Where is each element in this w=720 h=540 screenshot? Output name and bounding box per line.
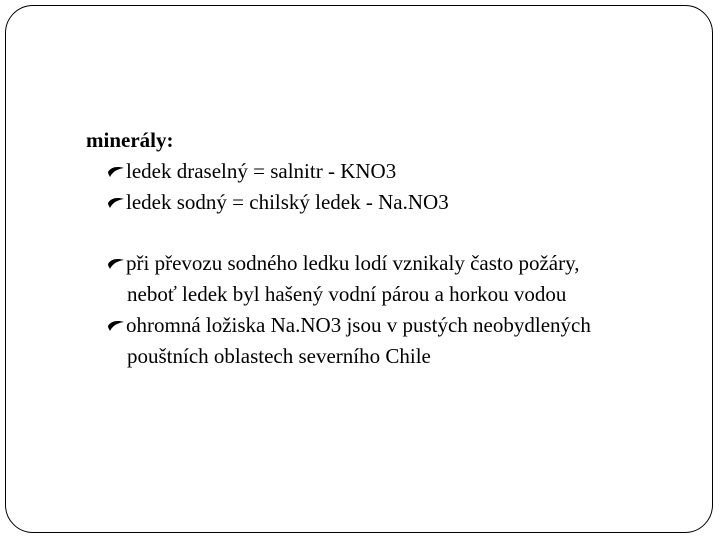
slide-content [86,125,686,372]
bullet-item-1-text: ledek draselný = salnitr - KNO3 [126,159,397,183]
bullet-item-4 [86,310,686,341]
swoosh-bullet-icon [107,310,125,341]
bullet-item-4-continuation: pouštních oblastech severního Chile [127,344,431,368]
bullet-item-3-text: při převozu sodného ledku lodí vznikaly často požáry, [126,251,580,275]
swoosh-bullet-icon [107,248,125,279]
bullet-item-1 [86,156,686,187]
slide-heading: minerály: [86,128,174,152]
bullet-item-3 [86,248,686,279]
bullet-item-4-text: ohromná ložiska Na.NO3 jsou v pustých neobydlených [126,313,591,337]
bullet-item-3-continuation: neboť ledek byl hašený vodní párou a horkou vodou [127,282,567,306]
bullet-item-2 [86,187,686,218]
swoosh-bullet-icon [107,156,125,187]
bullet-item-2-text: ledek sodný = chilský ledek - Na.NO3 [126,190,449,214]
slide-frame [5,5,713,533]
swoosh-bullet-icon [107,187,125,218]
